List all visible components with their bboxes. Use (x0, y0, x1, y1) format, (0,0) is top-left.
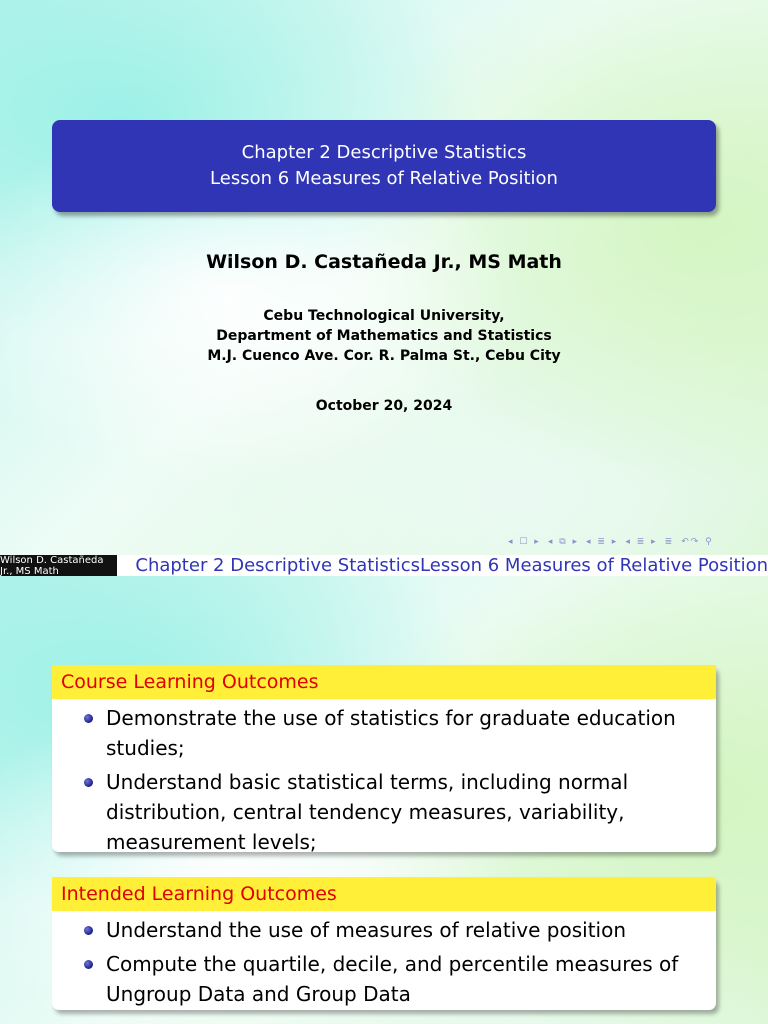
intended-outcomes-title: Intended Learning Outcomes (52, 877, 716, 911)
bullet-icon (84, 778, 93, 787)
list-item-text: Understand the use of measures of relative position (106, 918, 627, 942)
course-outcomes-list (52, 699, 716, 867)
slide-footer (0, 555, 768, 576)
institute-line1: Cebu Technological University, (263, 308, 505, 324)
subsection-list-nav-icon[interactable]: ◂ ≣ ▸ (625, 537, 658, 547)
presentation-date: October 20, 2024 (315, 398, 453, 414)
author-name: Wilson D. Castañeda Jr., MS Math (206, 251, 562, 273)
slide-title-line2: Lesson 6 Measures of Relative Position (210, 168, 558, 189)
list-item (82, 703, 704, 763)
beamer-navigation[interactable] (508, 537, 714, 547)
intended-outcomes-block (52, 877, 716, 1010)
footer-author: Wilson D. Castañeda Jr., MS Math (0, 554, 104, 577)
bullet-icon (84, 926, 93, 935)
intended-outcomes-list (52, 911, 716, 1019)
institute-line3: M.J. Cuenco Ave. Cor. R. Palma St., Cebu City (207, 348, 561, 364)
footer-title: Chapter 2 Descriptive StatisticsLesson 6 Measures of Relative Position (117, 555, 768, 576)
list-item-text: Demonstrate the use of statistics for graduate education studies; (106, 706, 676, 760)
bullet-icon (84, 714, 93, 723)
institute-line2: Department of Mathematics and Statistics (216, 328, 552, 344)
section-nav-icon[interactable]: ◂ ≣ ▸ (586, 537, 619, 547)
search-back-icon[interactable]: ↶↷ ⚲ (681, 537, 714, 547)
list-item-text: Compute the quartile, decile, and percentile measures of Ungroup Data and Group Data (106, 952, 679, 1006)
list-item (82, 949, 704, 1009)
list-item (82, 767, 704, 857)
course-outcomes-title: Course Learning Outcomes (52, 665, 716, 699)
slide-title-line1: Chapter 2 Descriptive Statistics (241, 142, 527, 163)
subsection-nav-icon[interactable]: ◂ ⧉ ▸ (547, 537, 580, 547)
outcomes-slide (0, 576, 768, 1024)
bullet-icon (84, 960, 93, 969)
institute (0, 306, 768, 366)
title-block (52, 120, 716, 212)
list-item (82, 915, 704, 945)
list-item-text: Understand basic statistical terms, including normal distribution, central tendency measures, variability, measurement levels; (106, 770, 629, 854)
outline-icon[interactable]: ≣ (664, 537, 675, 547)
frame-nav-icon[interactable]: ◂ ☐ ▸ (508, 537, 541, 547)
course-outcomes-block (52, 665, 716, 852)
